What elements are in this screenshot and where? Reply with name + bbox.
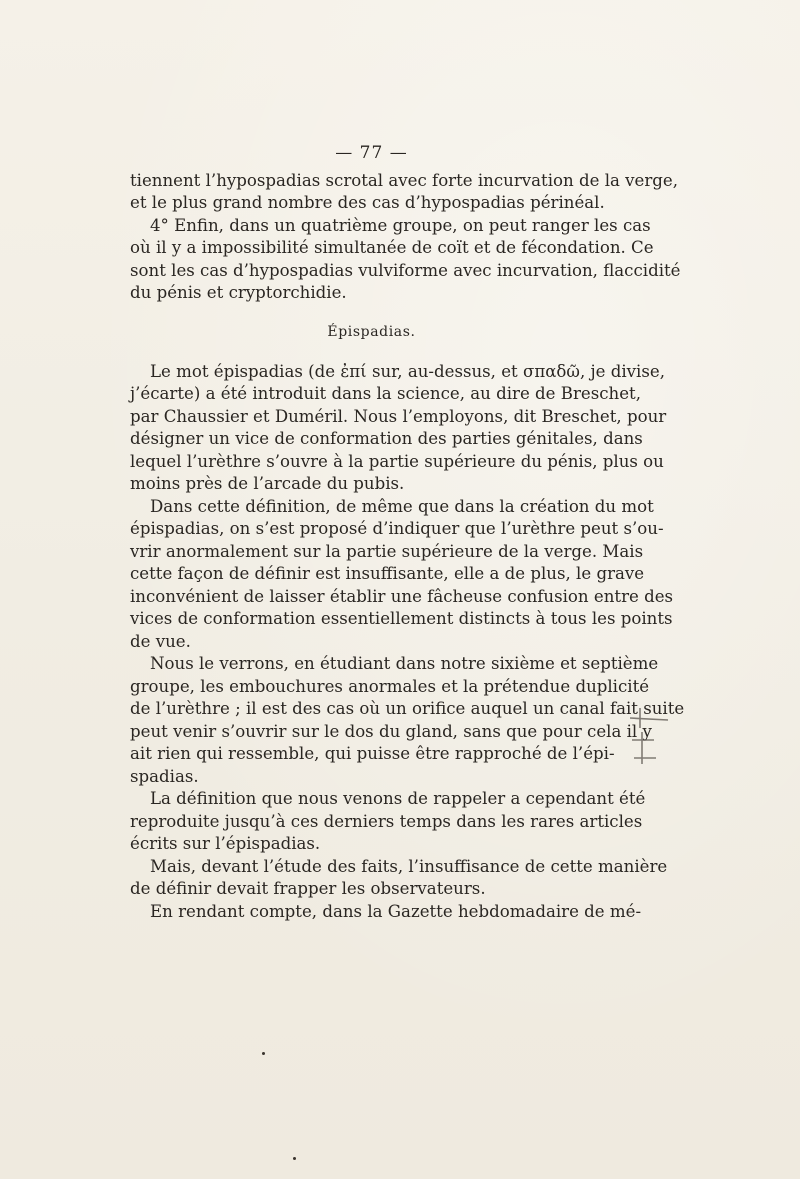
text-line: vrir anormalement sur la partie supérieure de la verge. Mais xyxy=(130,541,644,561)
text-line: groupe, les embouchures anormales et la prétendue duplicité xyxy=(130,676,650,696)
text-line: 4° Enfin, dans un quatrième groupe, on peut ranger les cas xyxy=(150,215,651,235)
text-line: tiennent l’hypospadias scrotal avec forte incurvation de la verge, xyxy=(130,170,679,190)
text-line: La définition que nous venons de rappeler a cependant été xyxy=(150,789,646,808)
page-number: — 77 — xyxy=(335,143,408,163)
text-line: Le mot épispadias (de ἐπί sur, au-dessus, et σπαδῶ, je divise, xyxy=(150,361,665,381)
text-line: moins près de l’arcade du pubis. xyxy=(130,474,405,493)
text-line: vices de conformation essentiellement distincts à tous les points xyxy=(130,609,673,628)
text-line: épispadias, on s’est proposé d’indiquer que l’urèthre peut s’ou- xyxy=(130,519,664,538)
text-line: de l’urèthre ; il est des cas où un orifice auquel un canal fait suite xyxy=(130,699,685,718)
text-line: et le plus grand nombre des cas d’hypospadias périnéal. xyxy=(130,193,605,212)
text-line: peut venir s’ouvrir sur le dos du gland, sans que pour cela il y xyxy=(130,721,652,741)
paragraph xyxy=(130,788,646,856)
text-line: reproduite jusqu’à ces derniers temps dans les rares articles xyxy=(130,811,643,831)
text-line: ait rien qui ressemble, qui puisse être rapproché de l’épi- xyxy=(130,744,615,763)
paper-speck xyxy=(293,1157,296,1160)
text-line: En rendant compte, dans la Gazette hebdomadaire de mé- xyxy=(150,901,642,921)
text-line: écrits sur l’épispadias. xyxy=(130,834,321,853)
text-line: inconvénient de laisser établir une fâcheuse confusion entre des xyxy=(130,586,674,606)
paragraph xyxy=(130,170,679,215)
paragraph xyxy=(130,856,668,901)
paper-speck xyxy=(262,1052,265,1055)
paragraph xyxy=(130,496,674,654)
text-line: par Chaussier et Duméril. Nous l’employons, dit Breschet, pour xyxy=(130,406,667,426)
paragraph xyxy=(130,901,642,924)
paragraph xyxy=(130,653,685,788)
text-line: de vue. xyxy=(130,631,191,651)
text-line: désigner un vice de conformation des parties génitales, dans xyxy=(130,429,643,448)
text-line: du pénis et cryptorchidie. xyxy=(130,283,347,302)
text-line: sont les cas d’hypospadias vulviforme avec incurvation, flaccidité xyxy=(130,260,681,280)
text-line: lequel l’urèthre s’ouvre à la partie supérieure du pénis, plus ou xyxy=(130,451,664,471)
paragraph xyxy=(130,361,667,496)
text-line: où il y a impossibilité simultanée de coït et de fécondation. Ce xyxy=(130,238,654,257)
text-line: spadias. xyxy=(130,766,199,786)
section-heading: Épispadias. xyxy=(327,323,416,340)
text-line: Nous le verrons, en étudiant dans notre sixième et septième xyxy=(150,654,659,673)
text-line: Dans cette définition, de même que dans la création du mot xyxy=(150,496,654,516)
text-column xyxy=(130,142,685,923)
margin-pencil-mark xyxy=(630,706,670,766)
text-line: j’écarte) a été introduit dans la science, au dire de Breschet, xyxy=(130,384,641,403)
text-line: de définir devait frapper les observateurs. xyxy=(130,879,486,898)
text-line: Mais, devant l’étude des faits, l’insuffisance de cette manière xyxy=(150,856,668,876)
text-line: cette façon de définir est insuffisante, elle a de plus, le grave xyxy=(130,564,645,583)
paragraph xyxy=(130,215,681,305)
